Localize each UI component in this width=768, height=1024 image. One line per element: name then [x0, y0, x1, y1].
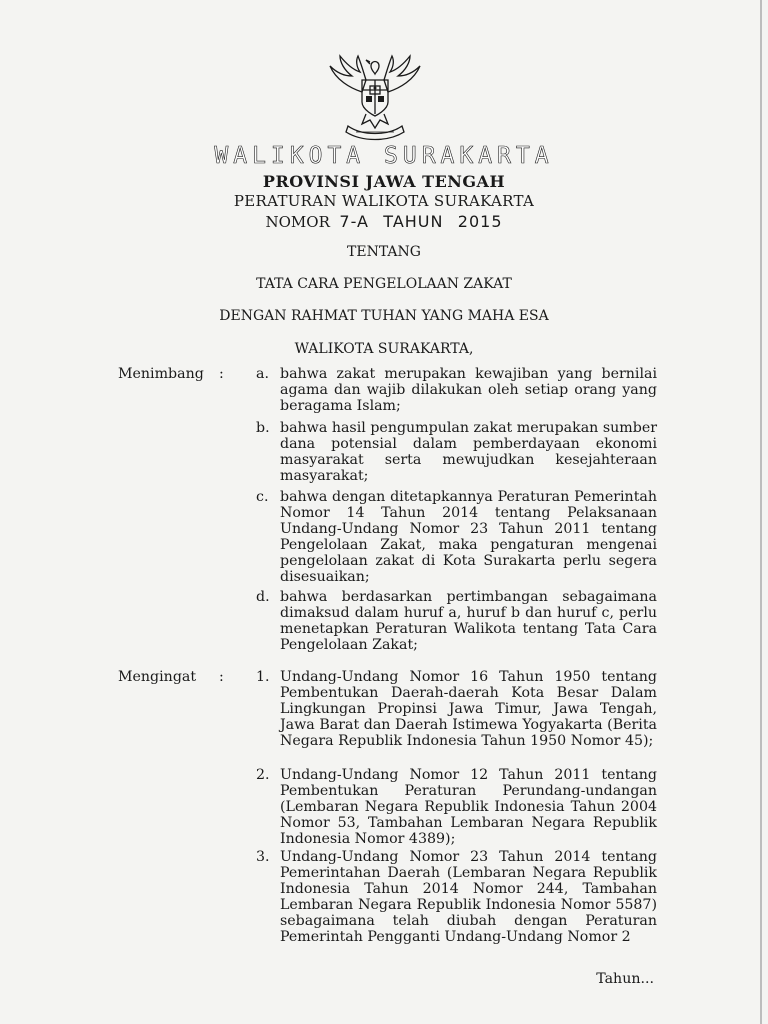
menimbang-item-a: bahwa zakat merupakan kewajiban yang bernilai agama dan wajib dilakukan oleh setiap orang yang beragama Islam;	[280, 366, 657, 415]
number-label: NOMOR	[265, 213, 330, 231]
mengingat-colon: :	[219, 669, 224, 685]
mengingat-item-2-mark: 2.	[256, 767, 270, 783]
menimbang-colon: :	[219, 366, 224, 382]
menimbang-label: Menimbang	[118, 366, 204, 382]
about-heading: TENTANG	[347, 244, 421, 260]
menimbang-item-d-mark: d.	[256, 589, 270, 605]
regulation-number	[0, 212, 768, 231]
issuer-heading: WALIKOTA SURAKARTA,	[294, 341, 474, 357]
menimbang-item-b: bahwa hasil pengumpulan zakat merupakan sumber dana potensial dalam pemberdayaan ekonomi masyarakat serta mewujudkan kesejahteraan masyarakat;	[280, 420, 657, 485]
page-continuation: Tahun...	[596, 971, 654, 987]
regulation-heading: PERATURAN WALIKOTA SURAKARTA	[233, 192, 535, 210]
province-heading: PROVINSI JAWA TENGAH	[262, 172, 506, 191]
menimbang-item-b-mark: b.	[256, 420, 270, 436]
subject-heading: TATA CARA PENGELOLAAN ZAKAT	[256, 276, 512, 292]
invocation-heading: DENGAN RAHMAT TUHAN YANG MAHA ESA	[219, 308, 549, 324]
mengingat-item-3-mark: 3.	[256, 849, 270, 865]
mengingat-item-1: Undang-Undang Nomor 16 Tahun 1950 tentang Pembentukan Daerah-daerah Kota Besar Dalam Lingkungan Propinsi Jawa Timur, Jawa Tengah, Jawa Barat dan Daerah Istimewa Yogyakarta (Berita Negara Republik Indonesia Tahun 1950 Nomor 45);	[280, 669, 657, 750]
number-value: 7-A	[339, 212, 369, 231]
menimbang-item-c: bahwa dengan ditetapkannya Peraturan Pemerintah Nomor 14 Tahun 2014 tentang Pelaksanaan Undang-Undang Nomor 23 Tahun 2011 tentang Pengelolaan Zakat, maka pengaturan mengenai pengelolaan zakat di Kota Surakarta perlu segera disesuaikan;	[280, 489, 657, 586]
mengingat-item-3: Undang-Undang Nomor 23 Tahun 2014 tentang Pemerintahan Daerah (Lembaran Negara Republik Indonesia Tahun 2014 Nomor 244, Tambahan Lembaran Negara Republik Indonesia Nomor 5587) sebagaimana telah diubah dengan Peraturan Pemerintah Pengganti Undang-Undang Nomor 2	[280, 849, 657, 946]
year-label: TAHUN	[383, 212, 444, 231]
menimbang-item-c-mark: c.	[256, 489, 269, 505]
mengingat-label: Mengingat	[118, 669, 197, 685]
menimbang-item-d: bahwa berdasarkan pertimbangan sebagaimana dimaksud dalam huruf a, huruf b dan huruf c, perlu menetapkan Peraturan Walikota tentang Tata Cara Pengelolaan Zakat;	[280, 589, 657, 654]
menimbang-item-a-mark: a.	[256, 366, 269, 382]
mengingat-item-2: Undang-Undang Nomor 12 Tahun 2011 tentang Pembentukan Peraturan Perundang-undangan (Lembaran Negara Republik Indonesia Tahun 2004 Nomor 53, Tambahan Lembaran Negara Republik Indonesia Nomor 4389);	[280, 767, 657, 848]
mengingat-item-1-mark: 1.	[256, 669, 270, 685]
document-title: WALIKOTA SURAKARTA	[214, 143, 554, 169]
garuda-emblem-icon	[326, 52, 424, 142]
year-value: 2015	[457, 212, 503, 231]
